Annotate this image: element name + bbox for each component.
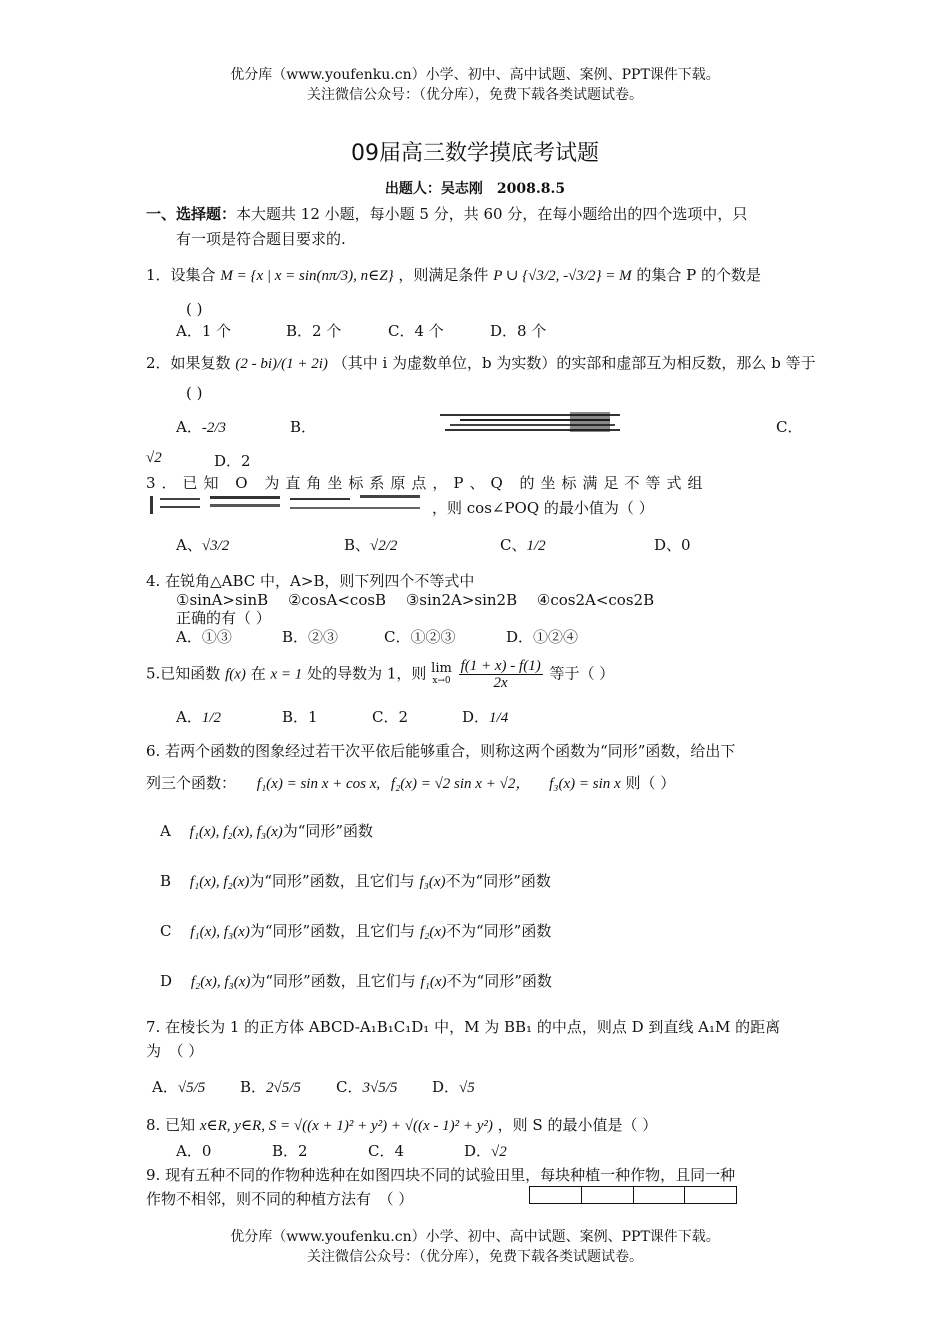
q3-garbled-inequality-image <box>150 492 430 516</box>
q6-option-b-label: B <box>160 872 172 890</box>
question-1 <box>146 264 761 285</box>
q8-tail: ，则 S 的最小值是（ ） <box>497 1116 658 1134</box>
q9-line-2: 作物不相邻，则不同的种植方法有 （ ） <box>146 1190 414 1208</box>
field-plot <box>685 1187 736 1203</box>
q5-mid: 在 <box>250 664 266 683</box>
q6-option-d-text: 为“同形”函数，且它们与 <box>250 972 416 990</box>
q2-option-a-label: A． <box>176 418 202 436</box>
q7-option-b-value: 2√5/5 <box>266 1080 301 1096</box>
q6-option-a <box>160 820 373 841</box>
section-text-1: 本大题共 12 小题，每小题 5 分，共 60 分，在每小题给出的四个选项中，只 <box>236 205 748 223</box>
question-2 <box>146 352 816 373</box>
q8-option-d-label: D． <box>464 1142 492 1160</box>
q3-option-a <box>176 534 229 555</box>
field-plot <box>634 1187 686 1203</box>
q7-line-1: 7. 在棱长为 1 的正方体 ABCD-A₁B₁C₁D₁ 中，M 为 BB₁ 的中点，则点 D 到直线 A₁M 的距离 <box>146 1018 781 1036</box>
footer-line-1: 优分库（www.youfenku.cn）小学、初中、高中试题、案例、PPT课件下载。 <box>230 1229 720 1245</box>
q3-option-c <box>500 534 546 555</box>
header-line-1: 优分库（www.youfenku.cn）小学、初中、高中试题、案例、PPT课件下载。 <box>230 67 720 83</box>
q7-option-a <box>152 1076 205 1097</box>
q8-option-a: A．0 <box>176 1142 212 1160</box>
q8-option-c: C．4 <box>368 1142 405 1160</box>
q2-expression: (2 - bi)/(1 + 2i) <box>235 356 328 372</box>
q3-option-a-value: √3/2 <box>201 538 230 554</box>
q6-option-b <box>160 870 551 891</box>
q6-line-2 <box>146 772 675 793</box>
page-title: 09届高三数学摸底考试题 <box>351 141 599 166</box>
q5-option-c: C．2 <box>372 708 409 726</box>
q5-numerator: f(1 + x) - f(1) <box>460 658 541 674</box>
q2-garbled-image <box>440 412 620 434</box>
q6-option-a-text: 为“同形”函数 <box>282 822 374 840</box>
q5-mid-2: 处的导数为 1，则 <box>307 664 427 683</box>
q6-option-c <box>160 920 551 941</box>
q4-option-b: B．②③ <box>282 628 339 646</box>
field-plot <box>530 1187 582 1203</box>
q5-option-d <box>462 706 508 727</box>
q5-option-a-label: A． <box>176 708 202 726</box>
q1-number: 1．设集合 <box>146 266 216 284</box>
q8-option-d <box>464 1140 507 1161</box>
q3-option-c-value: 1/2 <box>526 538 546 554</box>
q7-option-d-label: D． <box>432 1078 460 1096</box>
q1-tail-text: 的集合 P 的个数是 <box>636 266 762 284</box>
q7-option-d <box>432 1076 475 1097</box>
q1-option-c: C．4 个 <box>388 322 444 340</box>
q5-denominator: 2x <box>493 675 508 691</box>
q7-option-b-label: B． <box>240 1078 267 1096</box>
q7-option-c-label: C． <box>336 1078 363 1096</box>
q6-option-b-expr-2: f₃(x) <box>419 874 446 890</box>
q6-option-c-text-2: 不为“同形”函数 <box>445 922 552 940</box>
q3-option-b-value: √2/2 <box>370 538 398 554</box>
q6-option-d-expr: f₂(x), f₃(x) <box>190 974 251 990</box>
q9-line-1: 9. 现有五种不同的作物种选种在如图四块不同的试验田里，每块种植一种作物，且同一种 <box>146 1166 736 1184</box>
header-line-2: 关注微信公众号：（优分库），免费下载各类试题试卷。 <box>307 87 643 103</box>
q2-option-b-label: B． <box>290 418 317 436</box>
author-line: 出题人：吴志刚 2008.8.5 <box>384 181 566 197</box>
q5-lim-word: lim <box>431 660 452 676</box>
q3-option-b-label: B、 <box>344 536 371 554</box>
q5-option-d-value: 1/4 <box>489 710 509 726</box>
q6-option-b-expr: f₁(x), f₂(x) <box>189 874 250 890</box>
q4-option-d: D．①②④ <box>506 628 579 646</box>
q7-option-d-value: √5 <box>459 1080 475 1096</box>
q6-option-c-expr: f₁(x), f₃(x) <box>190 924 250 940</box>
q6-option-a-expr: f₁(x), f₂(x), f₃(x) <box>189 824 283 840</box>
question-5 <box>146 658 614 691</box>
q7-option-b <box>240 1076 301 1097</box>
q8-expression: x∈R, y∈R, S = √((x + 1)² + y²) + √((x - 1)² + y²) <box>199 1118 493 1134</box>
q2-option-a-value: -2/3 <box>201 420 227 436</box>
q6-option-d-text-2: 不为“同形”函数 <box>446 972 552 990</box>
q3-option-c-label: C、 <box>500 536 527 554</box>
q6-tail: 则（ ） <box>625 774 676 792</box>
q1-set-expression: M = {x | x = sin(nπ/3), n∈Z} <box>220 268 394 284</box>
q3-tail-text: ，则 cos∠POQ 的最小值为（ ） <box>432 499 654 517</box>
q6-option-c-label: C <box>160 922 172 940</box>
q9-field-diagram <box>529 1186 737 1204</box>
q6-option-b-text-2: 不为“同形”函数 <box>445 872 551 890</box>
q6-option-d-expr-2: f₁(x) <box>420 974 447 990</box>
q7-option-a-label: A． <box>152 1078 178 1096</box>
q1-option-a: A．1 个 <box>176 322 232 340</box>
section-instruction <box>146 203 747 224</box>
q6-f2: f₂(x) = √2 sin x + √2， <box>390 776 531 792</box>
q4-line-1: 4. 在锐角△ABC 中，A>B，则下列四个不等式中 <box>146 572 475 590</box>
question-8 <box>146 1114 657 1135</box>
q5-tail: 等于（ ） <box>549 664 615 683</box>
q7-option-c <box>336 1076 397 1097</box>
q5-fraction <box>459 658 543 691</box>
q4-line-2: ①sinA>sinB ②cosA<cosB ③sin2A>sin2B ④cos2A<cos2B <box>176 591 655 609</box>
q8-option-b: B．2 <box>272 1142 308 1160</box>
q5-option-a-value: 1/2 <box>201 710 222 726</box>
q6-f1: f₁(x) = sin x + cos x, <box>256 776 381 792</box>
field-plot <box>582 1187 634 1203</box>
q6-option-c-text: 为“同形”函数，且它们与 <box>249 922 416 940</box>
q3-option-d: D、0 <box>654 536 691 554</box>
q5-text: 5.已知函数 <box>146 664 221 683</box>
q2-number: 2．如果复数 <box>146 354 231 372</box>
q6-option-b-text: 为“同形”函数，且它们与 <box>249 872 415 890</box>
q6-line-1: 6. 若两个函数的图象经过若干次平依后能够重合，则称这两个函数为“同形”函数，给出下 <box>146 742 736 760</box>
q4-option-c: C．①②③ <box>384 628 456 646</box>
q8-option-d-value: √2 <box>491 1144 507 1160</box>
q6-option-c-expr-2: f₂(x) <box>419 924 446 940</box>
q2-option-a <box>176 416 226 437</box>
q1-option-d: D．8 个 <box>490 322 547 340</box>
q2-option-c-value: √2 <box>146 450 162 466</box>
q1-option-b: B．2 个 <box>286 322 342 340</box>
q2-option-d: D．2 <box>214 452 251 470</box>
q3-option-a-label: A、 <box>176 536 202 554</box>
q1-mid-text: ，则满足条件 <box>398 266 489 284</box>
q5-x-equals: x = 1 <box>270 666 303 683</box>
q2-answer-paren: ( ) <box>186 384 203 402</box>
q5-lim-sub: x→0 <box>432 675 451 686</box>
q4-line-3: 正确的有（ ） <box>176 609 271 627</box>
q6-option-d <box>160 970 552 991</box>
q2-tail-text: （其中 i 为虚数单位，b 为实数）的实部和虚部互为相反数，那么 b 等于 <box>332 354 816 372</box>
q1-condition-expression: P ∪ {√3/2, -√3/2} = M <box>493 268 632 284</box>
footer-line-2: 关注微信公众号：（优分库），免费下载各类试题试卷。 <box>307 1249 643 1265</box>
q5-option-b: B．1 <box>282 708 318 726</box>
q5-fx: f(x) <box>225 666 246 683</box>
q7-line-2: 为 （ ） <box>146 1042 204 1060</box>
section-text-2: 有一项是符合题目要求的. <box>176 230 346 248</box>
q1-answer-paren: ( ) <box>186 300 203 318</box>
q7-option-c-value: 3√5/5 <box>362 1080 398 1096</box>
q6-option-d-label: D <box>160 972 173 990</box>
q3-line-1: 3．已知 O 为直角坐标系原点，P、Q 的坐标满足不等式组 <box>146 474 709 492</box>
q5-option-a <box>176 706 221 727</box>
q5-option-d-label: D． <box>462 708 490 726</box>
q6-line-2-text: 列三个函数： <box>146 774 237 792</box>
q6-option-a-label: A <box>160 822 171 840</box>
q2-option-c-label: C． <box>776 418 803 436</box>
q8-text: 8. 已知 <box>146 1116 196 1134</box>
q4-option-a: A．①③ <box>176 628 232 646</box>
section-label: 一、选择题： <box>146 205 237 223</box>
q6-f3: f₃(x) = sin x <box>549 776 621 792</box>
q3-option-b <box>344 534 397 555</box>
q7-option-a-value: √5/5 <box>177 1080 206 1096</box>
q5-limit <box>431 660 452 687</box>
